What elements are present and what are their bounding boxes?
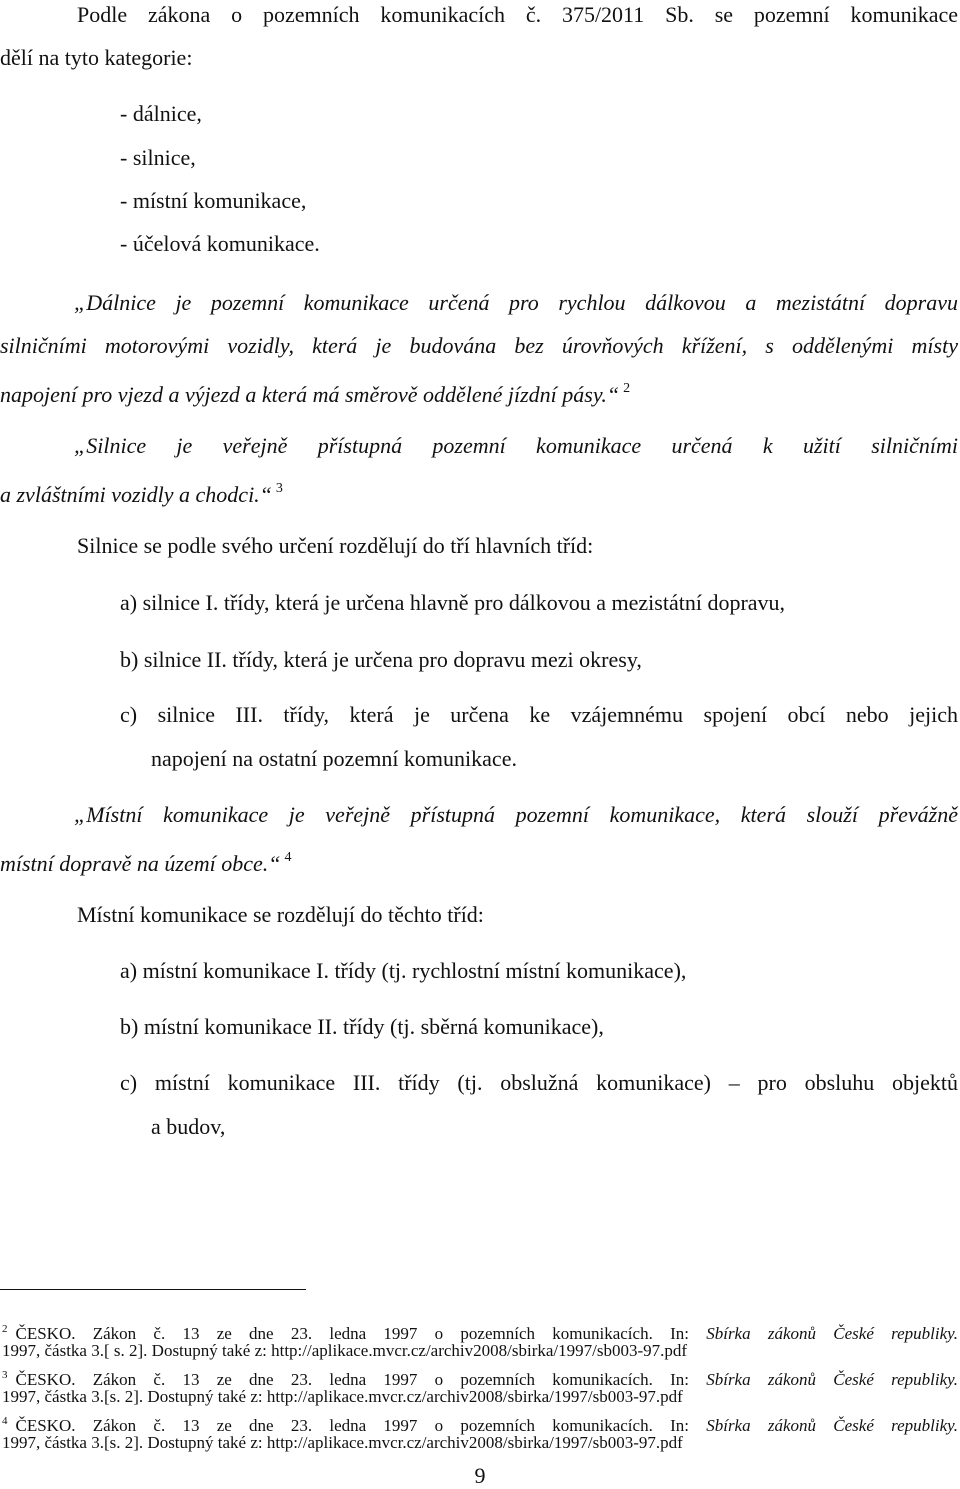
- dalnice-definition-line-2: silničními motorovými vozidly, která je budována bez úrovňových křížení, s oddělenými místy: [0, 333, 958, 358]
- mistni-class-c-line-1: c) místní komunikace III. třídy (tj. obslužná komunikace) – pro obsluhu objektů: [120, 1070, 958, 1095]
- mistni-class-a: a) místní komunikace I. třídy (tj. rychlostní místní komunikace),: [120, 958, 687, 983]
- footnote-number: 2: [2, 1323, 8, 1335]
- footnote-text: ČESKO. Zákon č. 13 ze dne 23. ledna 1997 o pozemních komunikacích. In:: [15, 1416, 707, 1435]
- footnote-number: 3: [2, 1369, 8, 1381]
- footnote-ref-3[interactable]: 3: [275, 481, 283, 496]
- category-item: - místní komunikace,: [120, 188, 307, 213]
- footnote-text: ČESKO. Zákon č. 13 ze dne 23. ledna 1997 o pozemních komunikacích. In:: [15, 1324, 707, 1343]
- mistni-classes-heading: Místní komunikace se rozdělují do těchto tříd:: [77, 902, 484, 927]
- footnote-number: 4: [2, 1415, 8, 1427]
- intro-line-1: Podle zákona o pozemních komunikacích č. 375/2011 Sb. se pozemní komunikace: [77, 2, 958, 27]
- dalnice-definition-text: napojení pro vjezd a výjezd a která má směrově oddělené jízdní pásy.“: [0, 382, 620, 407]
- footnote-text: ČESKO. Zákon č. 13 ze dne 23. ledna 1997 o pozemních komunikacích. In:: [15, 1370, 707, 1389]
- footnote-2-line-2: 1997, částka 3.[ s. 2]. Dostupný také z: http://aplikace.mvcr.cz/archiv2008/sbirka/1997/sb003-97.pdf: [2, 1341, 688, 1360]
- silnice-class-b: b) silnice II. třídy, která je určena pro dopravu mezi okresy,: [120, 647, 642, 672]
- silnice-definition-line-2: [0, 476, 960, 508]
- intro-line-2: dělí na tyto kategorie:: [0, 45, 193, 70]
- footnote-4-line-2: 1997, částka 3.[s. 2]. Dostupný také z: http://aplikace.mvcr.cz/archiv2008/sbirka/1997/sb003-97.pdf: [2, 1433, 683, 1452]
- footnote-source-title: Sbírka zákonů České republiky.: [706, 1370, 958, 1389]
- footnote-3-line-2: 1997, částka 3.[s. 2]. Dostupný také z: http://aplikace.mvcr.cz/archiv2008/sbirka/1997/sb003-97.pdf: [2, 1387, 683, 1406]
- silnice-definition-text: a zvláštními vozidly a chodci.“: [0, 482, 272, 507]
- footnote-separator: [0, 1289, 306, 1290]
- mistni-class-c-line-2: a budov,: [151, 1114, 226, 1139]
- mistni-definition-text: místní dopravě na území obce.“: [0, 851, 281, 876]
- dalnice-definition-line-1: „Dálnice je pozemní komunikace určená pro rychlou dálkovou a mezistátní dopravu: [74, 290, 958, 315]
- footnote-ref-2[interactable]: 2: [623, 381, 631, 396]
- category-item: - dálnice,: [120, 101, 202, 126]
- silnice-class-c-line-2: napojení na ostatní pozemní komunikace.: [151, 746, 517, 771]
- silnice-classes-heading: Silnice se podle svého určení rozdělují do tří hlavních tříd:: [77, 533, 594, 558]
- silnice-definition-line-1: „Silnice je veřejně přístupná pozemní komunikace určená k užití silničními: [74, 433, 958, 458]
- silnice-class-a: a) silnice I. třídy, která je určena hlavně pro dálkovou a mezistátní dopravu,: [120, 590, 786, 615]
- mistni-definition-line-2: [0, 845, 960, 877]
- footnote-ref-4[interactable]: 4: [284, 850, 292, 865]
- page-number: 9: [474, 1463, 486, 1488]
- category-item: - účelová komunikace.: [120, 231, 320, 256]
- mistni-definition-line-1: „Místní komunikace je veřejně přístupná pozemní komunikace, která slouží převážně: [74, 802, 958, 827]
- mistni-class-b: b) místní komunikace II. třídy (tj. sběrná komunikace),: [120, 1014, 604, 1039]
- silnice-class-c-line-1: c) silnice III. třídy, která je určena ke vzájemnému spojení obcí nebo jejich: [120, 702, 958, 727]
- footnote-source-title: Sbírka zákonů České republiky.: [706, 1324, 958, 1343]
- footnote-source-title: Sbírka zákonů České republiky.: [706, 1416, 958, 1435]
- dalnice-definition-line-3: [0, 376, 960, 408]
- category-item: - silnice,: [120, 145, 196, 170]
